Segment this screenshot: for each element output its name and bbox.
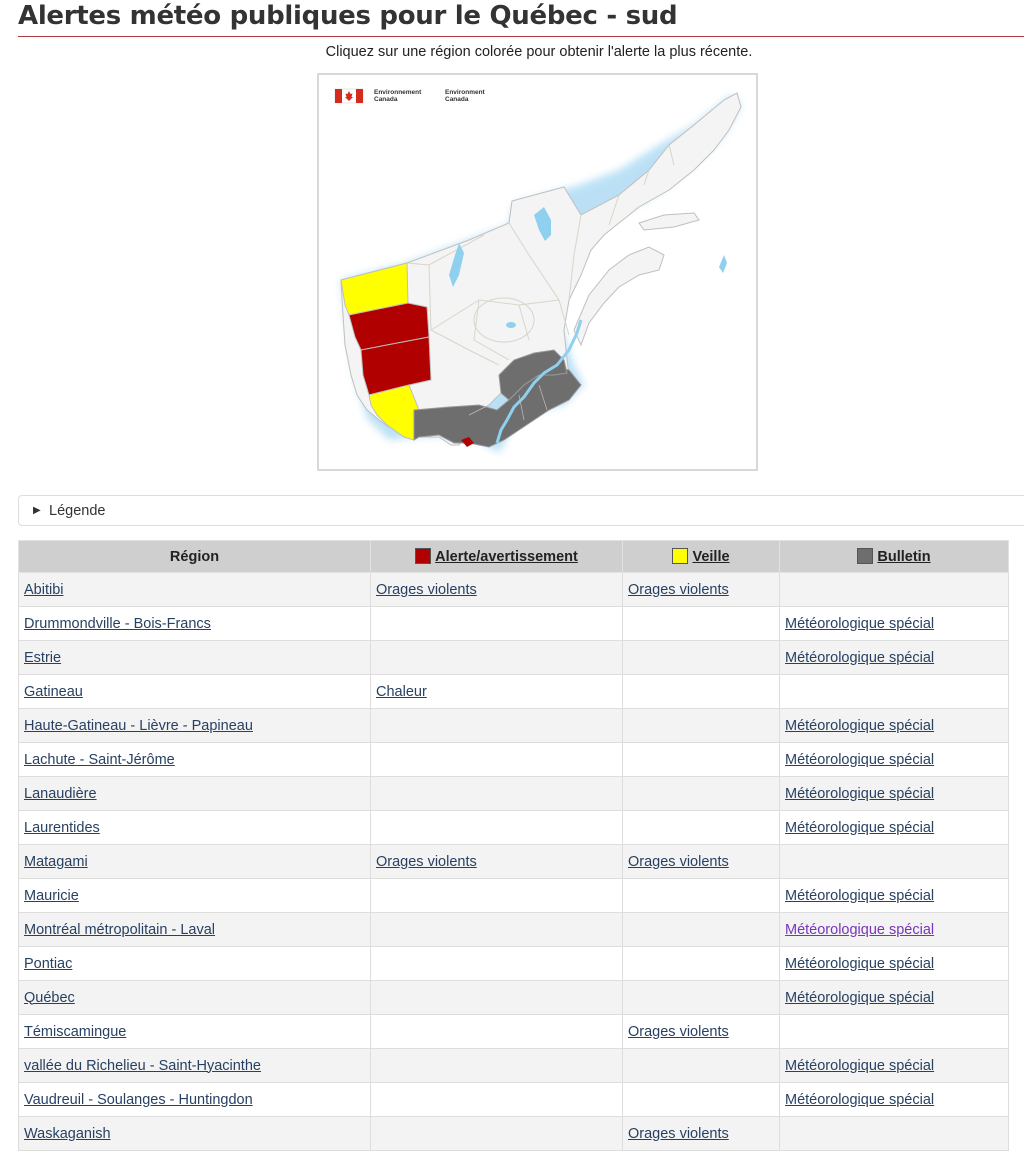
warning-cell [371,675,623,709]
watch-cell [623,573,780,607]
watch-cell [623,1049,780,1083]
region-cell [19,641,371,675]
region-link[interactable]: Abitibi [24,581,64,598]
watch-cell [623,947,780,981]
region-link[interactable]: vallée du Richelieu - Saint-Hyacinthe [24,1057,261,1074]
statement-cell [780,947,1009,981]
legend-toggle[interactable] [18,495,1024,526]
table-row [19,675,1009,709]
logo-text-en: Environment [445,89,485,96]
region-cell [19,607,371,641]
statement-cell [780,573,1009,607]
canada-flag-icon [335,89,363,103]
watch-cell [623,1117,780,1151]
statement-cell [780,879,1009,913]
warning-cell [371,573,623,607]
region-cell [19,709,371,743]
region-cell [19,879,371,913]
warning-cell [371,981,623,1015]
statement-cell [780,1049,1009,1083]
warning-cell [371,1015,623,1049]
region-link[interactable]: Montréal métropolitain - Laval [24,921,216,938]
statement-cell [780,777,1009,811]
watch-cell [623,777,780,811]
watch-cell [623,641,780,675]
alert-map[interactable] [317,73,758,471]
region-link[interactable]: Laurentides [24,819,100,836]
page-title: Alertes météo publiques pour le Québec - sud [18,0,1024,37]
table-row [19,879,1009,913]
statement-link[interactable]: Météorologique spécial [785,819,935,836]
logo-text-fr-2: Canada [374,96,398,103]
warning-cell [371,845,623,879]
statement-cell [780,641,1009,675]
region-link[interactable]: Témiscamingue [24,1023,127,1040]
warning-cell [371,1117,623,1151]
region-cell [19,811,371,845]
statement-cell [780,1117,1009,1151]
warning-cell [371,913,623,947]
watch-cell [623,743,780,777]
logo-text-en-2: Canada [445,96,469,103]
region-cell [19,981,371,1015]
table-row [19,947,1009,981]
region-cell [19,743,371,777]
warning-cell [371,811,623,845]
watch-link[interactable]: Orages violents [628,1125,729,1142]
statement-cell [780,1015,1009,1049]
statement-link[interactable]: Météorologique spécial [785,1057,935,1074]
region-link[interactable]: Matagami [24,853,88,870]
statement-cell [780,743,1009,777]
statement-link[interactable]: Météorologique spécial [785,955,935,972]
statement-cell [780,811,1009,845]
header-watch[interactable] [623,541,780,573]
watch-cell [623,607,780,641]
table-row [19,811,1009,845]
table-row [19,913,1009,947]
statement-link[interactable]: Météorologique spécial [785,717,935,734]
table-header-row [19,541,1009,573]
statement-cell [780,845,1009,879]
table-row [19,743,1009,777]
table-row [19,1117,1009,1151]
region-cell [19,913,371,947]
watch-cell [623,913,780,947]
statement-link[interactable]: Météorologique spécial [785,649,935,666]
region-cell [19,573,371,607]
table-row [19,709,1009,743]
watch-cell [623,845,780,879]
table-row [19,607,1009,641]
region-cell [19,777,371,811]
watch-color-swatch [672,548,688,564]
region-cell [19,1117,371,1151]
region-cell [19,947,371,981]
header-warning-link[interactable]: Alerte/avertissement [435,549,578,565]
region-cell [19,1083,371,1117]
header-region: Région [19,541,371,573]
warning-link[interactable]: Orages violents [376,853,477,870]
statement-cell [780,1083,1009,1117]
region-cell [19,1049,371,1083]
header-warning[interactable] [371,541,623,573]
statement-cell [780,607,1009,641]
watch-cell [623,709,780,743]
statement-color-swatch [857,548,873,564]
statement-link[interactable]: Météorologique spécial [785,751,935,768]
region-link[interactable]: Estrie [24,649,62,666]
header-statement-link[interactable]: Bulletin [877,549,931,565]
warning-cell [371,777,623,811]
region-link[interactable]: Drummondville - Bois-Francs [24,615,211,632]
statement-link[interactable]: Météorologique spécial [785,921,935,938]
warning-cell [371,947,623,981]
warning-link[interactable]: Orages violents [376,581,477,598]
legend-label: Légende [49,503,106,519]
table-row [19,641,1009,675]
watch-cell [623,1083,780,1117]
triangle-right-icon: ▶ [33,505,41,516]
region-cell [19,1015,371,1049]
statement-link[interactable]: Météorologique spécial [785,887,935,904]
warning-cell [371,641,623,675]
region-link[interactable]: Pontiac [24,955,73,972]
table-row [19,845,1009,879]
region-link[interactable]: Vaudreuil - Soulanges - Huntingdon [24,1091,253,1108]
statement-cell [780,709,1009,743]
region-link[interactable]: Québec [24,989,75,1006]
warning-cell [371,1049,623,1083]
statement-link[interactable]: Météorologique spécial [785,1091,935,1108]
gaspe-peninsula [574,247,664,345]
statement-link[interactable]: Météorologique spécial [785,615,935,632]
region-cell [19,675,371,709]
region-link[interactable]: Haute-Gatineau - Lièvre - Papineau [24,717,253,734]
anticosti-island [639,213,699,230]
map-instruction: Cliquez sur une région colorée pour obtenir l'alerte la plus récente. [325,44,753,60]
region-link[interactable]: Mauricie [24,887,79,904]
header-watch-link[interactable]: Veille [692,549,730,565]
table-row [19,573,1009,607]
region-link[interactable]: Gatineau [24,683,83,700]
warning-color-swatch [415,548,431,564]
region-cell [19,845,371,879]
region-link[interactable]: Lanaudière [24,785,97,802]
table-row [19,981,1009,1015]
warning-cell [371,1083,623,1117]
table-row [19,1049,1009,1083]
watch-cell [623,811,780,845]
warning-cell [371,709,623,743]
table-row [19,777,1009,811]
statement-cell [780,913,1009,947]
header-statement[interactable] [780,541,1009,573]
watch-cell [623,981,780,1015]
table-row [19,1015,1009,1049]
warning-cell [371,607,623,641]
statement-link[interactable]: Météorologique spécial [785,785,935,802]
warning-cell [371,879,623,913]
region-link[interactable]: Lachute - Saint-Jérôme [24,751,175,768]
table-row [19,1083,1009,1117]
watch-link[interactable]: Orages violents [628,1023,729,1040]
statement-cell [780,675,1009,709]
logo-text-fr: Environnement [374,89,422,96]
watch-cell [623,1015,780,1049]
warning-link[interactable]: Chaleur [376,683,427,700]
statement-link[interactable]: Météorologique spécial [785,989,935,1006]
watch-cell [623,675,780,709]
watch-link[interactable]: Orages violents [628,581,729,598]
region-link[interactable]: Waskaganish [24,1125,111,1142]
statement-cell [780,981,1009,1015]
warning-cell [371,743,623,777]
watch-link[interactable]: Orages violents [628,853,729,870]
alerts-table [18,540,1009,1151]
watch-cell [623,879,780,913]
